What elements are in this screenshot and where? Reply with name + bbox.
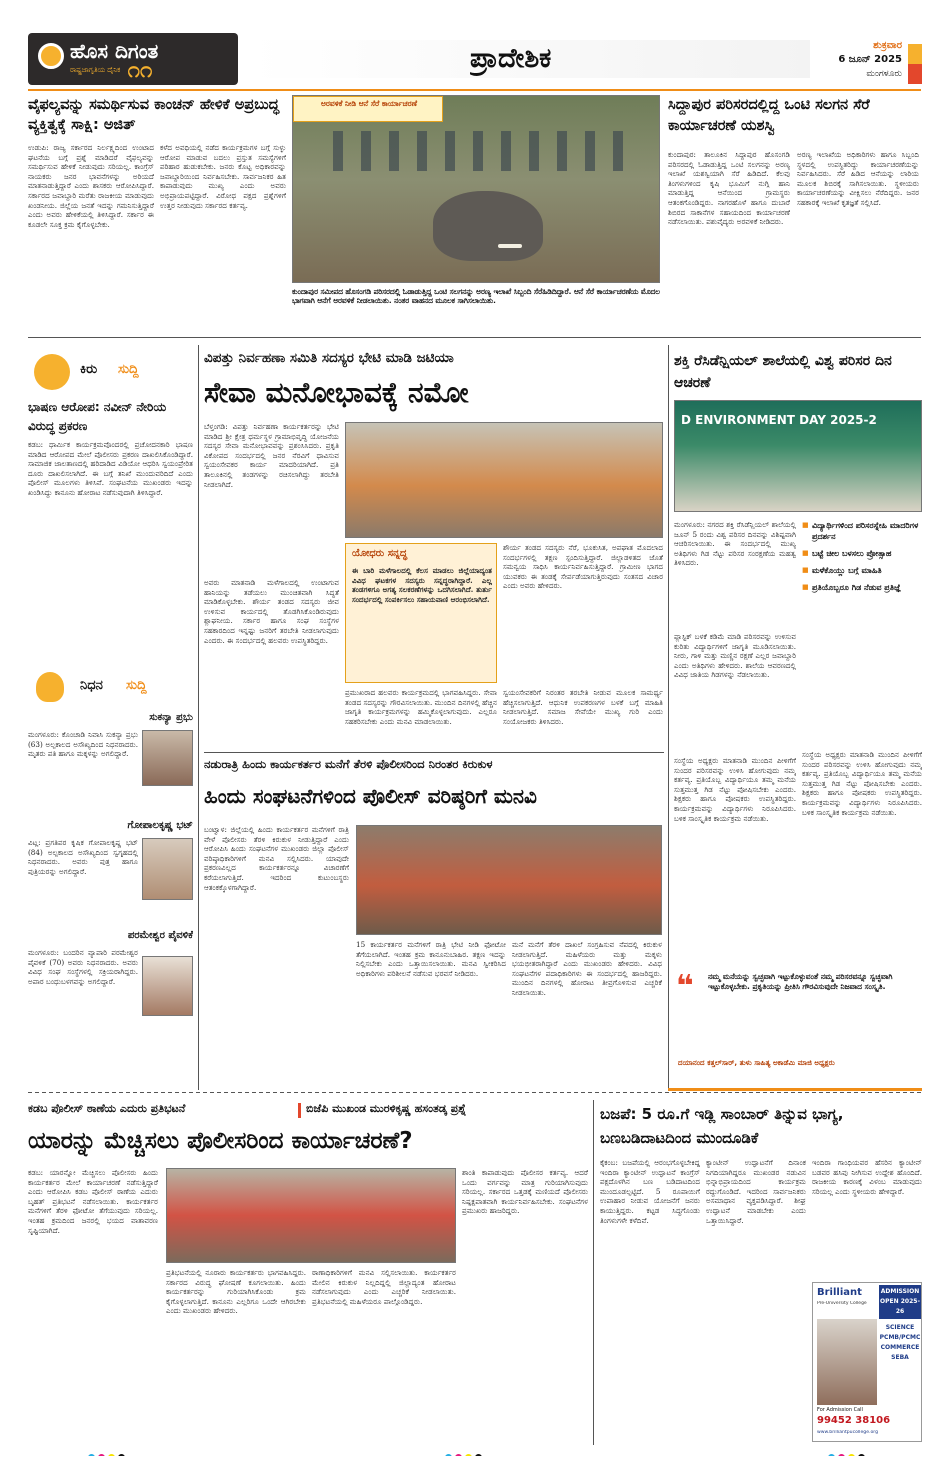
crew-silhouette	[333, 131, 623, 171]
bajpe-headline: ಬಜಪೆ: 5 ರೂ.ಗೆ ಇಡ್ಲಿ ಸಾಂಬಾರ್ ತಿನ್ನುವ ಭಾಗ್ಯ, ಬಣಬಡಿದಾಟದಿಂದ ಮುಂದೂಡಿಕೆ	[600, 1105, 844, 1147]
elephant-photo	[292, 95, 660, 283]
obit-photo-2	[142, 838, 193, 900]
shakti-headline: ಶಕ್ತಿ ರೆಸಿಡೆನ್ಷಿಯಲ್ ಶಾಲೆಯಲ್ಲಿ ವಿಶ್ವ ಪರಿಸರ ದಿನ ಆಚರಣೆ	[674, 353, 892, 391]
shakti-photo-banner: D ENVIRONMENT DAY 2025-2	[681, 413, 877, 427]
shakti-quote-author: ದಯಾನಂದ ಕತ್ತಲ್‌ಸಾರ್, ತುಳು ಸಾಹಿತ್ಯ ಅಕಾಡೆಮಿ ಮಾಜಿ ಅಧ್ಯಕ್ಷರು	[678, 1058, 835, 1067]
magenta-dot	[98, 1454, 105, 1456]
footer-color-marks-mid	[445, 1446, 505, 1456]
ad-call-label: For Admission Call	[817, 1407, 863, 1413]
shakti-photo	[674, 400, 922, 512]
kadaba-body-col2: ಪ್ರತಿಭಟನೆಯಲ್ಲಿ ನೂರಾರು ಕಾರ್ಯಕರ್ತರು ಭಾಗವಹಿಸಿದ್ದರು. ಸರ್ಕಾರದ ವಿರುದ್ಧ ಘೋಷಣೆ ಕೂಗಲಾಯಿತು. ಹಿಂದು ಕಾರ್ಯಕರ್ತರನ್ನು ಗುರಿಯಾಗಿಸಿಕೊಂಡು ಕ್ರಮ ಕೈಗೊಳ್ಳಲಾಗುತ್ತಿದೆ. ಕಾನೂನು ಎಲ್ಲರಿಗೂ ಒಂದೇ ಆಗಿರಬೇಕು ಎಂದು ಮುಖಂಡರು ಹೇಳಿದರು.	[166, 1268, 306, 1316]
cyan-dot	[445, 1454, 452, 1456]
section-title-bar	[250, 40, 810, 78]
hindu-body-col1: ಬಂಟ್ವಾಳ: ಜಿಲ್ಲೆಯಲ್ಲಿ ಹಿಂದು ಕಾರ್ಯಕರ್ತರ ಮನೆಗಳಿಗೆ ರಾತ್ರಿ ವೇಳೆ ಪೊಲೀಸರು ತೆರಳಿ ಕಿರುಕುಳ ನೀಡುತ್ತಿದ್ದಾರೆ ಎಂದು ಆರೋಪಿಸಿ ಹಿಂದು ಸಂಘಟನೆಗಳ ಮುಖಂಡರು ಜಿಲ್ಲಾ ಪೊಲೀಸ್ ವರಿಷ್ಠಾಧಿಕಾರಿಗಳಿಗೆ ಮನವಿ ಸಲ್ಲಿಸಿದರು. ಯಾವುದೇ ಪ್ರಕರಣವಿಲ್ಲದ ಕಾರ್ಯಕರ್ತರನ್ನೂ ವಿಚಾರಣೆಗೆ ಕರೆಯಲಾಗುತ್ತಿದೆ. ಇದರಿಂದ ಕುಟುಂಬಸ್ಥರು ಆತಂಕಕ್ಕೊಳಗಾಗಿದ್ದಾರೆ.	[204, 825, 349, 892]
story2-body-col1: ಕುಂದಾಪುರ: ತಾಲೂಕಿನ ಸಿದ್ದಾಪುರ ಹೊಸಂಗಡಿ ಪರಿಸರದಲ್ಲಿ ಓಡಾಡುತ್ತಿದ್ದ ಒಂಟಿ ಸಲಗನನ್ನು ಅರಣ್ಯ ಇಲಾಖೆ ಯಶಸ್ವಿಯಾಗಿ ಸೆರೆ ಹಿಡಿದಿದೆ. ಕೆಲವು ತಿಂಗಳುಗಳಿಂದ ಕೃಷಿ ಭೂಮಿಗೆ ನುಗ್ಗಿ ಹಾನಿ ಮಾಡುತ್ತಿದ್ದ ಆನೆಯಿಂದ ಗ್ರಾಮಸ್ಥರು ಆತಂಕಗೊಂಡಿದ್ದರು. ನಾಗರಹೊಳೆ ಹಾಗೂ ದುಬಾರೆ ಶಿಬಿರದ ಸಾಕಾನೆಗಳ ಸಹಾಯದಿಂದ ಕಾರ್ಯಾಚರಣೆ ನಡೆಸಲಾಯಿತು. ಪಶುವೈದ್ಯರು ಅರವಳಿಕೆ ನೀಡಿದರು.	[668, 150, 790, 227]
shakti-bullet-2: ■ ಬಟ್ಟೆ ಚೀಲ ಬಳಸಲು ಪ್ರೋತ್ಸಾಹ	[802, 548, 922, 559]
seva-sidebox-body: ಈ ಬಾರಿ ಮಳೆಗಾಲದಲ್ಲಿ ಕೆಲಸ ಮಾಡಲು ಜಿಲ್ಲೆಯಾದ್ಯಂತ ವಿವಿಧ ಘಟಕಗಳ ಸದಸ್ಯರು ಸನ್ನದ್ಧರಾಗಿದ್ದಾರೆ. ಎಲ್ಲ ತಂಡಗಳಿಗೂ ಅಗತ್ಯ ಸಲಕರಣೆಗಳನ್ನು ಒದಗಿಸಲಾಗಿದೆ. ತುರ್ತು ಸಂದರ್ಭದಲ್ಲಿ ಸಂಪರ್ಕಿಸಲು ಸಹಾಯವಾಣಿ ಆರಂಭಿಸಲಾಗಿದೆ.	[352, 566, 492, 604]
masthead-color-bar	[908, 44, 922, 84]
shakti-body-col1b: ಪ್ಲಾಸ್ಟಿಕ್ ಬಳಕೆ ಕಡಿಮೆ ಮಾಡಿ ಪರಿಸರವನ್ನು ಉಳಿಸುವ ಕುರಿತು ವಿದ್ಯಾರ್ಥಿಗಳಿಗೆ ಜಾಗೃತಿ ಮೂಡಿಸಲಾಯಿತು. ನೀರು, ಗಾಳಿ ಮತ್ತು ಮಣ್ಣಿನ ರಕ್ಷಣೆ ಎಲ್ಲರ ಜವಾಬ್ದಾರಿ ಎಂದು ಅತಿಥಿಗಳು ಹೇಳಿದರು. ಶಾಲೆಯ ಆವರಣದಲ್ಲಿ ವಿವಿಧ ಜಾತಿಯ ಗಿಡಗಳನ್ನು ನೆಡಲಾಯಿತು.	[674, 632, 796, 680]
seva-body-col1: ಬೆಳ್ತಂಗಡಿ: ವಿಪತ್ತು ನಿರ್ವಹಣಾ ಕಾರ್ಯಕರ್ತರನ್ನು ಭೇಟಿ ಮಾಡಿದ ಶ್ರೀ ಕ್ಷೇತ್ರ ಧರ್ಮಸ್ಥಳ ಗ್ರಾಮಾಭಿವೃದ್ಧಿ ಯೋಜನೆಯ ಸದಸ್ಯರ ಸೇವಾ ಮನೋಭಾವವನ್ನು ಪ್ರಶಂಸಿಸಿದರು. ಪ್ರಕೃತಿ ವಿಕೋಪದ ಸಂದರ್ಭದಲ್ಲಿ ಜನರ ನೆರವಿಗೆ ಧಾವಿಸುವ ಸ್ವಯಂಸೇವಕರ ಕಾರ್ಯ ಮಾದರಿಯಾಗಿದೆ. ಪ್ರತಿ ತಾಲೂಕಿನಲ್ಲಿ ತಂಡಗಳನ್ನು ರಚಿಸಲಾಗಿದ್ದು ತರಬೇತಿ ನೀಡಲಾಗಿದೆ.	[204, 422, 339, 489]
orange-accent-band	[668, 1088, 922, 1091]
obit-photo-3	[142, 956, 193, 1016]
top-section-divider	[28, 337, 921, 338]
masthead-date: 6 ಜೂನ್ 2025	[838, 54, 902, 65]
obit-name-1: ಸುಕನ್ಯಾ ಪ್ರಭು	[149, 712, 193, 723]
elephant-caption: ಕುಂದಾಪುರ ಸಮೀಪದ ಹೊಸಂಗಡಿ ಪರಿಸರದಲ್ಲಿ ಓಡಾಡುತ್ತಿದ್ದ ಒಂಟಿ ಸಲಗನನ್ನು ಅರಣ್ಯ ಇಲಾಖೆ ಸಿಬ್ಬಂದಿ ಸೆರೆಹಿಡಿದಿದ್ದಾರೆ. ಆನೆ ಸೆರೆ ಕಾರ್ಯಾಚರಣೆಯ ಮೊದಲ ಭಾಗವಾಗಿ ಆನೆಗೆ ಅರವಳಿಕೆ ನೀಡಲಾಯಿತು. ನಂತರ ವಾಹನದ ಮೂಲಕ ಸಾಗಿಸಲಾಯಿತು.	[292, 287, 660, 305]
seva-photo	[345, 422, 663, 538]
story2-body-col2: ಅರಣ್ಯ ಇಲಾಖೆಯ ಅಧಿಕಾರಿಗಳು ಹಾಗೂ ಸಿಬ್ಬಂದಿ ಸ್ಥಳದಲ್ಲಿ ಉಪಸ್ಥಿತರಿದ್ದು ಕಾರ್ಯಾಚರಣೆಯನ್ನು ನಿರ್ವಹಿಸಿದರು. ಸೆರೆ ಹಿಡಿದ ಆನೆಯನ್ನು ಲಾರಿಯ ಮೂಲಕ ಶಿಬಿರಕ್ಕೆ ಸಾಗಿಸಲಾಯಿತು. ಸ್ಥಳೀಯರು ಕಾರ್ಯಾಚರಣೆಯನ್ನು ವೀಕ್ಷಿಸಲು ನೆರೆದಿದ್ದರು. ಜನರ ಸಹಕಾರಕ್ಕೆ ಇಲಾಖೆ ಕೃತಜ್ಞತೆ ಸಲ್ಲಿಸಿದೆ.	[797, 150, 919, 207]
kiru-label-a: ಕಿರು	[80, 362, 98, 377]
kadaba-body-col1: ಕಡಬ: ಯಾರನ್ನೋ ಮೆಚ್ಚಿಸಲು ಪೊಲೀಸರು ಹಿಂದು ಕಾರ್ಯಕರ್ತರ ಮೇಲೆ ಕಾರ್ಯಾಚರಣೆ ನಡೆಸುತ್ತಿದ್ದಾರೆ ಎಂದು ಆರೋಪಿಸಿ ಕಡಬ ಪೊಲೀಸ್ ಠಾಣೆಯ ಎದುರು ಬೃಹತ್ ಪ್ರತಿಭಟನೆ ನಡೆಸಲಾಯಿತು. ಕಾರ್ಯಕರ್ತರ ಮನೆಗಳಿಗೆ ತೆರಳಿ ಫೋಟೋ ತೆಗೆಯುವುದು ಸರಿಯಲ್ಲ. ಇಂತಹ ಕ್ರಮದಿಂದ ಜನರಲ್ಲಿ ಭಯದ ವಾತಾವರಣ ಸೃಷ್ಟಿಯಾಗಿದೆ.	[28, 1168, 158, 1235]
kadaba-body-col4: ಶಾಂತಿ ಕಾಪಾಡುವುದು ಪೊಲೀಸರ ಕರ್ತವ್ಯ. ಆದರೆ ಒಂದು ವರ್ಗವನ್ನು ಮಾತ್ರ ಗುರಿಯಾಗಿಸುವುದು ಸರಿಯಲ್ಲ. ಸರ್ಕಾರದ ಒತ್ತಡಕ್ಕೆ ಮಣಿಯದೆ ಪೊಲೀಸರು ನಿಷ್ಪಕ್ಷಪಾತವಾಗಿ ಕಾರ್ಯನಿರ್ವಹಿಸಬೇಕು. ಸಂಘಟನೆಗಳ ಪ್ರಮುಖರು ಹಾಜರಿದ್ದರು.	[462, 1168, 588, 1216]
kadaba-kicker-row	[28, 1102, 588, 1120]
bottom-section-divider	[28, 1092, 921, 1093]
footer-color-marks-right	[828, 1446, 888, 1456]
hindu-body-col3: ಮನೆ ಮನೆಗೆ ತೆರಳಿ ದಾಖಲೆ ಸಂಗ್ರಹಿಸುವ ನೆಪದಲ್ಲಿ ಕಿರುಕುಳ ನೀಡಲಾಗುತ್ತಿದೆ. ಮಹಿಳೆಯರು ಮತ್ತು ಮಕ್ಕಳು ಭಯಭೀತರಾಗಿದ್ದಾರೆ ಎಂದು ಮುಖಂಡರು ಹೇಳಿದರು. ವಿವಿಧ ಸಂಘಟನೆಗಳ ಪದಾಧಿಕಾರಿಗಳು ಈ ಸಂದರ್ಭದಲ್ಲಿ ಹಾಜರಿದ್ದರು. ಮುಂದಿನ ದಿನಗಳಲ್ಲಿ ಹೋರಾಟ ತೀವ್ರಗೊಳಿಸುವ ಎಚ್ಚರಿಕೆ ನೀಡಲಾಯಿತು.	[512, 940, 662, 997]
elephant-photo-badge	[293, 96, 443, 122]
obit-body-3: ಮಂಗಳೂರು: ಬಂದರಿನ ವ್ಯಾಪಾರಿ ಪರಮೇಶ್ವರ ಪೈವಳಿಕೆ (70) ಅವರು ನಿಧನರಾದರು. ಅವರು ವಿವಿಧ ಸಂಘ ಸಂಸ್ಥೆಗಳಲ್ಲಿ ಸಕ್ರಿಯರಾಗಿದ್ದರು. ಅಪಾರ ಬಂಧುಬಳಗವನ್ನು ಅಗಲಿದ್ದಾರೆ.	[28, 948, 138, 986]
obit-name-3: ಪರಮೇಶ್ವರ ಪೈವಳಿಕೆ	[127, 930, 193, 941]
story2-headline: ಸಿದ್ದಾಪುರ ಪರಿಸರದಲ್ಲಿದ್ದ ಒಂಟಿ ಸಲಗನ ಸೆರೆ ಕಾರ್ಯಾಚರಣೆ ಯಶಸ್ವಿ	[668, 97, 870, 134]
kiru-body: ಕಡಬ: ಧಾರ್ಮಿಕ ಕಾರ್ಯಕ್ರಮವೊಂದರಲ್ಲಿ ಪ್ರಚೋದನಕಾರಿ ಭಾಷಣ ಮಾಡಿದ ಆರೋಪದ ಮೇಲೆ ಪೊಲೀಸರು ಪ್ರಕರಣ ದಾಖಲಿಸಿಕೊಂಡಿದ್ದಾರೆ. ಸಾಮಾಜಿಕ ಜಾಲತಾಣದಲ್ಲಿ ಹರಿದಾಡಿದ ವಿಡಿಯೋ ಆಧರಿಸಿ ಸ್ವಯಂಪ್ರೇರಿತ ದೂರು ದಾಖಲಿಸಲಾಗಿದೆ. ಈ ಬಗ್ಗೆ ತನಿಖೆ ಮುಂದುವರಿದಿದೆ ಎಂದು ಪೊಲೀಸ್ ಮೂಲಗಳು ತಿಳಿಸಿವೆ. ಸಂಘಟನೆಯ ಮುಖಂಡರು ಇದನ್ನು ಖಂಡಿಸಿದ್ದು ಕಾನೂನು ಹೋರಾಟ ನಡೆಸುವುದಾಗಿ ತಿಳಿಸಿದ್ದಾರೆ.	[28, 440, 193, 497]
cyan-dot	[828, 1454, 835, 1456]
seva-body-col2b: ಪ್ರಮುಖರಾದ ಹಲವರು ಕಾರ್ಯಕ್ರಮದಲ್ಲಿ ಭಾಗವಹಿಸಿದ್ದರು. ಸೇವಾ ತಂಡದ ಸದಸ್ಯರನ್ನು ಗೌರವಿಸಲಾಯಿತು. ಮುಂದಿನ ದಿನಗಳಲ್ಲಿ ಹೆಚ್ಚಿನ ಜಾಗೃತಿ ಕಾರ್ಯಕ್ರಮಗಳನ್ನು ಹಮ್ಮಿಕೊಳ್ಳಲಾಗುವುದು. ಎಲ್ಲರೂ ಸಹಕರಿಸಬೇಕು ಎಂದು ಮನವಿ ಮಾಡಲಾಯಿತು.	[345, 688, 497, 726]
story1-headline: ವೈಫಲ್ಯವನ್ನು ಸಮರ್ಥಿಸುವ ಕಾಂಚನ್ ಹೇಳಿಕೆ ಅಪ್ರಬುದ್ಧ ವ್ಯಕ್ತಿತ್ವಕ್ಕೆ ಸಾಕ್ಷಿ: ಅಜಿತ್	[28, 97, 280, 133]
shakti-bullet-list	[802, 520, 922, 745]
story1-body-col2: ಕಳೆದ ಅವಧಿಯಲ್ಲಿ ನಡೆದ ಕಾರ್ಯಕ್ರಮಗಳ ಬಗ್ಗೆ ಸುಳ್ಳು ಆರೋಪ ಮಾಡುವ ಬದಲು ಪ್ರಸ್ತುತ ಸಮಸ್ಯೆಗಳಿಗೆ ಪರಿಹಾರ ಹುಡುಕಬೇಕು. ಜನರು ಕೊಟ್ಟ ಅಧಿಕಾರವನ್ನು ಜವಾಬ್ದಾರಿಯಿಂದ ನಿರ್ವಹಿಸಬೇಕು. ಸಾರ್ವಜನಿಕರ ಹಿತ ಕಾಪಾಡುವುದು ಮುಖ್ಯ ಎಂದು ಅವರು ಅಭಿಪ್ರಾಯಪಟ್ಟಿದ್ದಾರೆ. ವಿರೋಧ ಪಕ್ಷದ ಪ್ರಶ್ನೆಗಳಿಗೆ ಉತ್ತರ ನೀಡುವುದು ಸರ್ಕಾರದ ಕರ್ತವ್ಯ.	[160, 143, 286, 210]
footer-color-marks-left	[88, 1446, 148, 1456]
kadaba-kicker-b: ಬಿಜೆಪಿ ಮುಖಂಡ ಮುರಳಿಕೃಷ್ಣ ಹಸಂತಡ್ಕ ಪ್ರಶ್ನೆ	[306, 1102, 467, 1115]
shakti-body-col2: ಸಂಸ್ಥೆಯ ಅಧ್ಯಕ್ಷರು ಮಾತನಾಡಿ ಮುಂದಿನ ಪೀಳಿಗೆಗೆ ಸುಂದರ ಪರಿಸರವನ್ನು ಉಳಿಸಿ ಹೋಗುವುದು ನಮ್ಮ ಕರ್ತವ್ಯ. ಪ್ರತಿಯೊಬ್ಬ ವಿದ್ಯಾರ್ಥಿಯೂ ತಮ್ಮ ಮನೆಯ ಸುತ್ತಮುತ್ತ ಗಿಡ ನೆಟ್ಟು ಪೋಷಿಸಬೇಕು ಎಂದರು. ಶಿಕ್ಷಕರು ಹಾಗೂ ಪೋಷಕರು ಉಪಸ್ಥಿತರಿದ್ದರು. ಕಾರ್ಯಕ್ರಮವನ್ನು ವಿದ್ಯಾರ್ಥಿಗಳು ನಿರೂಪಿಸಿದರು. ಬಳಿಕ ಸಾಂಸ್ಕೃತಿಕ ಕಾರ್ಯಕ್ರಮ ನಡೆಯಿತು.	[802, 750, 922, 817]
kiru-headline: ಭಾಷಣ ಆರೋಪ: ನವೀನ್ ನೇರಿಯ ವಿರುದ್ಧ ಪ್ರಕರಣ	[28, 400, 167, 433]
hand-icon	[34, 354, 70, 390]
black-dot	[858, 1454, 865, 1456]
ad-brand: Brilliant	[817, 1287, 862, 1298]
elephant-shape	[433, 191, 543, 261]
shakti-quote-box	[674, 970, 922, 1080]
shakti-body-col1c: ಸಂಸ್ಥೆಯ ಅಧ್ಯಕ್ಷರು ಮಾತನಾಡಿ ಮುಂದಿನ ಪೀಳಿಗೆಗೆ ಸುಂದರ ಪರಿಸರವನ್ನು ಉಳಿಸಿ ಹೋಗುವುದು ನಮ್ಮ ಕರ್ತವ್ಯ. ಪ್ರತಿಯೊಬ್ಬ ವಿದ್ಯಾರ್ಥಿಯೂ ತಮ್ಮ ಮನೆಯ ಸುತ್ತಮುತ್ತ ಗಿಡ ನೆಟ್ಟು ಪೋಷಿಸಬೇಕು ಎಂದರು. ಶಿಕ್ಷಕರು ಹಾಗೂ ಪೋಷಕರು ಉಪಸ್ಥಿತರಿದ್ದರು. ಕಾರ್ಯಕ್ರಮವನ್ನು ವಿದ್ಯಾರ್ಥಿಗಳು ನಿರೂಪಿಸಿದರು. ಬಳಿಕ ಸಾಂಸ್ಕೃತಿಕ ಕಾರ್ಯಕ್ರಮ ನಡೆಯಿತು.	[674, 756, 796, 823]
right-col-divider	[668, 345, 669, 1090]
seva-body-col3: ಶೌರ್ಯ ತಂಡದ ಸದಸ್ಯರು ನೆರೆ, ಭೂಕುಸಿತ, ಅಪಘಾತ ಮೊದಲಾದ ಸಂದರ್ಭಗಳಲ್ಲಿ ತಕ್ಷಣ ಸ್ಪಂದಿಸುತ್ತಿದ್ದಾರೆ. ಜಿಲ್ಲಾಡಳಿತದ ಜೊತೆ ಸಮನ್ವಯ ಸಾಧಿಸಿ ಕಾರ್ಯನಿರ್ವಹಿಸುತ್ತಿದ್ದಾರೆ. ಗ್ರಾಮೀಣ ಭಾಗದ ಯುವಕರು ಈ ತಂಡಕ್ಕೆ ಸೇರ್ಪಡೆಯಾಗುತ್ತಿರುವುದು ಸಂತಸದ ವಿಚಾರ ಎಂದು ಅವರು ಹೇಳಿದರು.	[503, 543, 663, 591]
hindu-body-col2: 15 ಕಾರ್ಯಕರ್ತರ ಮನೆಗಳಿಗೆ ರಾತ್ರಿ ಭೇಟಿ ನೀಡಿ ಫೋಟೋ ತೆಗೆಯಲಾಗಿದೆ. ಇಂತಹ ಕ್ರಮ ಕಾನೂನುಬಾಹಿರ. ತಕ್ಷಣ ಇದನ್ನು ನಿಲ್ಲಿಸಬೇಕು ಎಂದು ಒತ್ತಾಯಿಸಲಾಯಿತು. ಮನವಿ ಸ್ವೀಕರಿಸಿದ ಅಧಿಕಾರಿಗಳು ಪರಿಶೀಲನೆ ನಡೆಸುವ ಭರವಸೆ ನೀಡಿದರು.	[356, 940, 506, 978]
kadaba-kicker-a: ಕಡಬ ಪೊಲೀಸ್ ಠಾಣೆಯ ಎದುರು ಪ್ರತಿಭಟನೆ	[28, 1102, 186, 1115]
ad-phone[interactable]: 99452 38106	[817, 1415, 891, 1426]
cyan-dot	[88, 1454, 95, 1456]
logo-tagline: ರಾಷ್ಟ್ರಜಾಗೃತಿಯ ದೈನಿಕ	[70, 66, 121, 74]
bajpe-body-col1: ಕೈಕಂಬ: ಬಜಪೆಯಲ್ಲಿ ಆರಂಭಗೊಳ್ಳಬೇಕಿದ್ದ ಇಂದಿರಾ ಕ್ಯಾಂಟೀನ್ ಉದ್ಘಾಟನೆ ಕಾಂಗ್ರೆಸ್ ಪಕ್ಷದೊಳಗಿನ ಬಣ ಬಡಿದಾಟದಿಂದ ಮುಂದೂಡಲ್ಪಟ್ಟಿದೆ. 5 ರೂಪಾಯಿಗೆ ಉಪಾಹಾರ ನೀಡುವ ಯೋಜನೆಗೆ ಜನರು ಕಾಯುತ್ತಿದ್ದರು. ಕಟ್ಟಡ ಸಿದ್ಧಗೊಂಡು ತಿಂಗಳುಗಳೇ ಕಳೆದಿವೆ.	[600, 1158, 700, 1225]
left-col-divider	[198, 345, 199, 1090]
quote-icon: ❝	[676, 974, 694, 1000]
shakti-bullet-3: ■ ಮಳೆಕೊಯ್ಲು ಬಗ್ಗೆ ಮಾಹಿತಿ	[802, 565, 922, 576]
bottom-col-divider	[593, 1100, 594, 1445]
masthead	[0, 0, 945, 90]
bajpe-body-col3: ಇಂದಿರಾ ಗಾಂಧಿಯವರ ಹೆಸರಿನ ಕ್ಯಾಂಟೀನ್ ಬಡವರ ಹಸಿವು ನೀಗಿಸುವ ಉದ್ದೇಶ ಹೊಂದಿದೆ. ರಾಜಕೀಯ ಕಾರಣಕ್ಕೆ ವಿಳಂಬ ಮಾಡುವುದು ಸರಿಯಲ್ಲ ಎಂದು ಸ್ಥಳೀಯರು ಹೇಳಿದ್ದಾರೆ.	[812, 1158, 922, 1196]
nidhana-label-b: ಸುದ್ದಿ	[126, 678, 147, 693]
seva-sidebox-title: ಯೋಧರು ಸನ್ನದ್ಧ	[352, 548, 408, 559]
seva-kicker: ವಿಪತ್ತು ನಿರ್ವಹಣಾ ಸಮಿತಿ ಸದಸ್ಯರ ಭೇಟಿ ಮಾಡಿ ಜಟಿಯಾ	[204, 350, 454, 366]
black-dot	[475, 1454, 482, 1456]
story1-body-col1: ಉಡುಪಿ: ರಾಜ್ಯ ಸರ್ಕಾರದ ನಿರ್ಲಕ್ಷ್ಯದಿಂದ ಉಂಟಾದ ಘಟನೆಯ ಬಗ್ಗೆ ಪ್ರಶ್ನೆ ಮಾಡಿದರೆ ವೈಫಲ್ಯವನ್ನು ಸಮರ್ಥಿಸುವ ಹೇಳಿಕೆ ನೀಡುವುದು ಸರಿಯಲ್ಲ. ಕಾಂಗ್ರೆಸ್ ನಾಯಕರು ಜನರ ಭಾವನೆಗಳನ್ನು ಅರಿಯದೆ ಮಾತನಾಡುತ್ತಿದ್ದಾರೆ ಎಂದು ಶಾಸಕರು ಆರೋಪಿಸಿದ್ದಾರೆ. ಸರ್ಕಾರದ ಜವಾಬ್ದಾರಿ ಮರೆತು ರಾಜಕೀಯ ಮಾಡುವುದು ಖಂಡನೀಯ. ಜಿಲ್ಲೆಯ ಜನತೆ ಇದನ್ನು ಗಮನಿಸುತ್ತಿದ್ದಾರೆ ಎಂದು ಅವರು ಹೇಳಿಕೆಯಲ್ಲಿ ತಿಳಿಸಿದ್ದಾರೆ. ಸರ್ಕಾರ ಈ ಕೂಡಲೇ ಸೂಕ್ತ ಕ್ರಮ ಕೈಗೊಳ್ಳಬೇಕು.	[28, 143, 154, 229]
seva-headline: ಸೇವಾ ಮನೋಭಾವಕ್ಕೆ ನಮೋ	[204, 376, 469, 409]
kadaba-headline: ಯಾರನ್ನು ಮೆಚ್ಚಿಸಲು ಪೊಲೀಸರಿಂದ ಕಾರ್ಯಾಚರಣೆ?	[28, 1128, 413, 1154]
shakti-bullets	[802, 520, 922, 593]
magenta-dot	[838, 1454, 845, 1456]
masthead-day: ಶುಕ್ರವಾರ	[873, 40, 902, 51]
ad-photo	[817, 1319, 877, 1405]
elephant-tusk	[498, 244, 522, 248]
seva-body-col3b: ಸ್ವಯಂಸೇವಕರಿಗೆ ನಿರಂತರ ತರಬೇತಿ ನೀಡುವ ಮೂಲಕ ಸಾಮರ್ಥ್ಯ ಹೆಚ್ಚಿಸಲಾಗುತ್ತಿದೆ. ಆಧುನಿಕ ಉಪಕರಣಗಳ ಬಳಕೆ ಬಗ್ಗೆ ಮಾಹಿತಿ ನೀಡಲಾಗುತ್ತಿದೆ. ಸಮಾಜ ಸೇವೆಯೇ ಮುಖ್ಯ ಗುರಿ ಎಂದು ಸಂಯೋಜಕರು ತಿಳಿಸಿದರು.	[503, 688, 663, 726]
section-title: ಪ್ರಾದೇಶಿಕ	[470, 43, 552, 74]
kadaba-photo	[166, 1168, 456, 1263]
hindu-photo	[356, 825, 662, 935]
brilliant-ad[interactable]	[812, 1282, 922, 1442]
obit-name-2: ಗೋಪಾಲಕೃಷ್ಣ ಭಟ್	[127, 820, 193, 831]
seva-sidebox	[345, 543, 497, 683]
obit-body-1: ಮಂಗಳೂರು: ಕೊಂಚಾಡಿ ನಿವಾಸಿ ಸುಕನ್ಯಾ ಪ್ರಭು (63) ಅಲ್ಪಕಾಲದ ಅಸೌಖ್ಯದಿಂದ ನಿಧನರಾದರು. ಮೃತರು ಪತಿ ಹಾಗೂ ಮಕ್ಕಳನ್ನು ಅಗಲಿದ್ದಾರೆ.	[28, 730, 138, 759]
flame-icon	[36, 672, 64, 702]
yellow-dot	[465, 1454, 472, 1456]
ad-tagline: Pre-University College	[817, 1301, 867, 1306]
logo-emblem-icon	[38, 43, 64, 69]
hindu-kicker: ನಡುರಾತ್ರಿ ಹಿಂದು ಕಾರ್ಯಕರ್ತರ ಮನೆಗೆ ತೆರಳಿ ಪೊಲೀಸರಿಂದ ನಿರಂತರ ಕಿರುಕುಳ	[204, 757, 493, 771]
kiru-suddi-banner	[28, 352, 193, 392]
bajpe-body-col2: ಕ್ಯಾಂಟೀನ್ ಉದ್ಘಾಟನೆಗೆ ದಿನಾಂಕ ನಿಗದಿಯಾಗಿದ್ದರೂ ಮುಖಂಡರ ನಡುವಿನ ಭಿನ್ನಾಭಿಪ್ರಾಯದಿಂದ ಕಾರ್ಯಕ್ರಮ ರದ್ದುಗೊಂಡಿದೆ. ಇದರಿಂದ ಸಾರ್ವಜನಿಕರು ಅಸಮಾಧಾನ ವ್ಯಕ್ತಪಡಿಸಿದ್ದಾರೆ. ಶೀಘ್ರ ಉದ್ಘಾಟನೆ ಮಾಡಬೇಕು ಎಂದು ಒತ್ತಾಯಿಸಿದ್ದಾರೆ.	[706, 1158, 806, 1225]
logo-text: ಹೊಸ ದಿಗಂತ	[70, 39, 159, 63]
shakti-bullet-1: ■ ವಿದ್ಯಾರ್ಥಿಗಳಿಂದ ಪರಿಸರಸ್ನೇಹಿ ಮಾದರಿಗಳ ಪ್ರದರ್ಶನ	[802, 520, 922, 542]
badge-text: ಅರವಳಿಕೆ ನೀಡಿ ಆನೆ ಸೆರೆ ಕಾರ್ಯಾಚರಣೆ	[320, 99, 418, 108]
obit-photo-1	[142, 730, 193, 786]
ad-streams: SCIENCE PCMB/PCMC COMMERCE SEBA	[879, 1324, 921, 1361]
hindu-headline: ಹಿಂದು ಸಂಘಟನೆಗಳಿಂದ ಪೊಲೀಸ್ ವರಿಷ್ಠರಿಗೆ ಮನವಿ	[204, 784, 537, 808]
shakti-body-col1: ಮಂಗಳೂರು: ನಗರದ ಶಕ್ತಿ ರೆಸಿಡೆನ್ಷಿಯಲ್ ಶಾಲೆಯಲ್ಲಿ ಜೂನ್ 5 ರಂದು ವಿಶ್ವ ಪರಿಸರ ದಿನವನ್ನು ವಿಶಿಷ್ಟವಾಗಿ ಆಚರಿಸಲಾಯಿತು. ಈ ಸಂದರ್ಭದಲ್ಲಿ ಮುಖ್ಯ ಅತಿಥಿಗಳು ಗಿಡ ನೆಟ್ಟು ಪರಿಸರ ಸಂರಕ್ಷಣೆಯ ಮಹತ್ವ ತಿಳಿಸಿದರು.	[674, 520, 796, 568]
nidhana-label-a: ನಿಧನ	[80, 678, 103, 693]
seva-body-col1b: ಅವರು ಮಾತನಾಡಿ ಮಳೆಗಾಲದಲ್ಲಿ ಉಂಟಾಗುವ ಹಾನಿಯನ್ನು ತಡೆಯಲು ಮುಂಚಿತವಾಗಿ ಸಿದ್ಧತೆ ಮಾಡಿಕೊಳ್ಳಬೇಕು. ಶೌರ್ಯ ತಂಡದ ಸದಸ್ಯರು ಜೀವ ಉಳಿಸುವ ಕಾರ್ಯದಲ್ಲಿ ತೊಡಗಿಸಿಕೊಂಡಿರುವುದು ಶ್ಲಾಘನೀಯ. ಸರ್ಕಾರ ಹಾಗೂ ಸಂಘ ಸಂಸ್ಥೆಗಳ ಸಹಕಾರದಿಂದ ಇನ್ನಷ್ಟು ಜನರಿಗೆ ತರಬೇತಿ ನೀಡಲಾಗುವುದು ಎಂದರು. ಈ ಸಂದರ್ಭದಲ್ಲಿ ಹಲವರು ಉಪಸ್ಥಿತರಿದ್ದರು.	[204, 578, 339, 645]
magenta-dot	[455, 1454, 462, 1456]
seva-divider	[204, 752, 664, 753]
nidhana-suddi-banner	[28, 668, 193, 706]
obit-body-2: ವಿಟ್ಲ: ಪ್ರಗತಿಪರ ಕೃಷಿಕ ಗೋಪಾಲಕೃಷ್ಣ ಭಟ್ (84) ಅಲ್ಪಕಾಲದ ಅಸೌಖ್ಯದಿಂದ ಸ್ವಗೃಹದಲ್ಲಿ ನಿಧನರಾದರು. ಅವರು ಪುತ್ರ ಹಾಗೂ ಪುತ್ರಿಯರನ್ನು ಅಗಲಿದ್ದಾರೆ.	[28, 838, 138, 876]
yellow-dot	[108, 1454, 115, 1456]
shakti-quote-text: ನಮ್ಮ ಮನೆಯನ್ನು ಸ್ವಚ್ಛವಾಗಿ ಇಟ್ಟುಕೊಳ್ಳುವಂತೆ ನಮ್ಮ ಪರಿಸರವನ್ನೂ ಸ್ವಚ್ಛವಾಗಿ ಇಟ್ಟುಕೊಳ್ಳಬೇಕು. ಪ್ರಕೃತಿಯನ್ನು ಪ್ರೀತಿಸಿ ಗೌರವಿಸುವುದೇ ನಿಜವಾದ ಸಂಸ್ಕೃತಿ.	[708, 972, 893, 991]
masthead-city: ಮಂಗಳೂರು	[866, 69, 902, 79]
kicker-separator	[298, 1103, 301, 1118]
yellow-dot	[848, 1454, 855, 1456]
shakti-bullet-4: ■ ಪ್ರತಿಯೊಬ್ಬರೂ ಗಿಡ ನೆಡುವ ಪ್ರತಿಜ್ಞೆ	[802, 582, 922, 593]
masthead-divider	[28, 89, 921, 91]
kadaba-body-col3: ಠಾಣಾಧಿಕಾರಿಗಳಿಗೆ ಮನವಿ ಸಲ್ಲಿಸಲಾಯಿತು. ಕಾರ್ಯಕರ್ತರ ಮೇಲಿನ ಕಿರುಕುಳ ನಿಲ್ಲದಿದ್ದಲ್ಲಿ ಜಿಲ್ಲಾದ್ಯಂತ ಹೋರಾಟ ನಡೆಸಲಾಗುವುದು ಎಂದು ಎಚ್ಚರಿಕೆ ನೀಡಲಾಯಿತು. ಪ್ರತಿಭಟನೆಯಲ್ಲಿ ಮಹಿಳೆಯರೂ ಪಾಲ್ಗೊಂಡಿದ್ದರು.	[312, 1268, 456, 1306]
page-number: ೧೧	[127, 58, 153, 83]
ad-website[interactable]: www.brilliantpucollege.org	[817, 1430, 879, 1435]
black-dot	[118, 1454, 125, 1456]
kiru-label-b: ಸುದ್ದಿ	[118, 362, 139, 377]
ad-admission-badge: ADMISSION OPEN 2025-26	[879, 1285, 921, 1319]
